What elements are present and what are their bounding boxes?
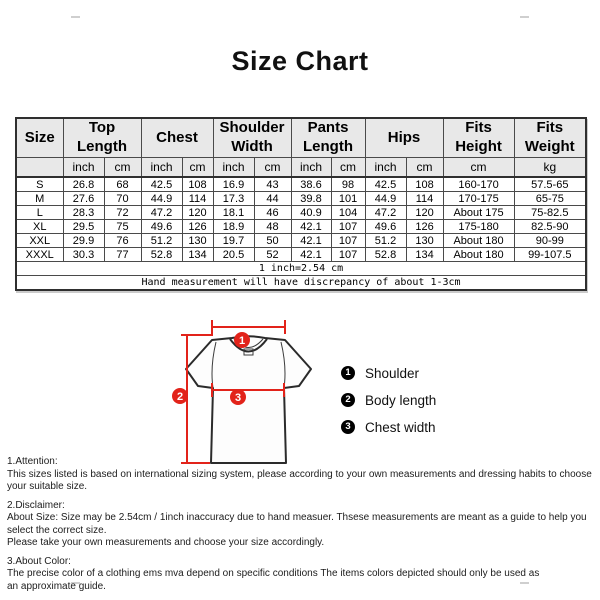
inch-conversion-note: 1 inch=2.54 cm (16, 262, 586, 276)
table-head (16, 118, 586, 177)
value-cell: 175-180 (443, 220, 514, 234)
size-chart-table (15, 117, 587, 291)
unit-header: kg (514, 158, 586, 178)
unit-header: cm (182, 158, 213, 178)
marker-2-number: 2 (176, 391, 184, 403)
value-cell: 19.7 (213, 234, 254, 248)
column-header: Fits Weight (514, 118, 586, 158)
value-cell: 52 (254, 248, 291, 262)
value-cell: 42.5 (365, 177, 406, 192)
table-foot (16, 262, 586, 291)
value-cell: 42.1 (291, 220, 331, 234)
size-table-body (16, 177, 586, 262)
value-cell: 48 (254, 220, 291, 234)
marker-1-number: 1 (238, 335, 246, 347)
attention-heading: 1.Attention: (7, 456, 58, 467)
value-cell: 44.9 (141, 192, 182, 206)
unit-header: inch (291, 158, 331, 178)
unit-header: inch (63, 158, 104, 178)
value-cell: 26.8 (63, 177, 104, 192)
value-cell: 98 (331, 177, 365, 192)
value-cell: 40.9 (291, 206, 331, 220)
value-cell: 52.8 (365, 248, 406, 262)
value-cell: 49.6 (141, 220, 182, 234)
value-cell: 39.8 (291, 192, 331, 206)
size-cell: XL (16, 220, 63, 234)
value-cell: 90-99 (514, 234, 586, 248)
value-cell: 114 (406, 192, 443, 206)
disclaimer-heading: 2.Disclaimer: (7, 499, 65, 511)
value-cell: 18.1 (213, 206, 254, 220)
header-group-row (16, 118, 586, 158)
about-color-text-line2: an approximate guide. (7, 580, 106, 592)
unit-header: cm (104, 158, 141, 178)
value-cell: 120 (182, 206, 213, 220)
value-cell: 29.5 (63, 220, 104, 234)
measurement-discrepancy-note: Hand measurement will have discrepancy of about 1-3cm (16, 276, 586, 291)
value-cell: 114 (182, 192, 213, 206)
page-title: Size Chart (231, 46, 369, 76)
unit-header: inch (365, 158, 406, 178)
value-cell: 44.9 (365, 192, 406, 206)
column-header: Top Length (63, 118, 141, 158)
column-header: Size (16, 118, 63, 158)
value-cell: 47.2 (141, 206, 182, 220)
marker-1 (234, 332, 250, 348)
column-header: Fits Height (443, 118, 514, 158)
value-cell: 27.6 (63, 192, 104, 206)
marker-3-number: 3 (234, 392, 242, 404)
legend-bullet-1: 1 (341, 366, 355, 380)
value-cell: About 180 (443, 248, 514, 262)
value-cell: 104 (331, 206, 365, 220)
value-cell: 42.5 (141, 177, 182, 192)
value-cell: 47.2 (365, 206, 406, 220)
value-cell: 99-107.5 (514, 248, 586, 262)
value-cell: 57.5-65 (514, 177, 586, 192)
discrepancy-note-row (16, 276, 586, 291)
header-unit-row (16, 158, 586, 178)
value-cell: 82.5-90 (514, 220, 586, 234)
value-cell: 29.9 (63, 234, 104, 248)
legend-item-body-length (341, 393, 436, 407)
value-cell: 18.9 (213, 220, 254, 234)
value-cell: 130 (406, 234, 443, 248)
value-cell: 126 (406, 220, 443, 234)
value-cell: 38.6 (291, 177, 331, 192)
size-cell: S (16, 177, 63, 192)
size-cell: XXL (16, 234, 63, 248)
attention-text: This sizes listed is based on international sizing system, please according to your own measurements and dressing habits to choose your suitable size. (7, 468, 592, 492)
value-cell: 108 (182, 177, 213, 192)
marker-3 (230, 389, 246, 405)
value-cell: 42.1 (291, 234, 331, 248)
table-row (16, 206, 586, 220)
size-cell: M (16, 192, 63, 206)
value-cell: 16.9 (213, 177, 254, 192)
value-cell: 51.2 (365, 234, 406, 248)
value-cell: 46 (254, 206, 291, 220)
value-cell: 107 (331, 220, 365, 234)
column-header: Pants Length (291, 118, 365, 158)
unit-header: cm (443, 158, 514, 178)
value-cell: 42.1 (291, 248, 331, 262)
value-cell: 108 (406, 177, 443, 192)
disclaimer-text-line1: About Size: Size may be 2.54cm / 1inch inaccuracy due to hand measuer. Thsese measurements are meant as a guide to help you select the correct size. (7, 512, 587, 536)
inch-note-row (16, 262, 586, 276)
marker-2 (172, 388, 188, 404)
column-header: Hips (365, 118, 443, 158)
attention-section (7, 456, 593, 494)
unit-header: cm (254, 158, 291, 178)
value-cell: 52.8 (141, 248, 182, 262)
legend-item-shoulder (341, 366, 436, 380)
size-cell: XXXL (16, 248, 63, 262)
value-cell: 68 (104, 177, 141, 192)
about-color-heading: 3.About Color: (7, 555, 71, 567)
unit-header: inch (141, 158, 182, 178)
legend-label-body-length: Body length (365, 392, 437, 408)
value-cell: 120 (406, 206, 443, 220)
value-cell: 126 (182, 220, 213, 234)
value-cell: 51.2 (141, 234, 182, 248)
legend-label-chest-width: Chest width (365, 419, 436, 435)
crop-mark (71, 16, 80, 18)
unit-header: cm (331, 158, 365, 178)
value-cell: 28.3 (63, 206, 104, 220)
value-cell: 49.6 (365, 220, 406, 234)
value-cell: About 175 (443, 206, 514, 220)
unit-header: inch (213, 158, 254, 178)
legend-item-chest-width (341, 420, 436, 434)
value-cell: 76 (104, 234, 141, 248)
value-cell: About 180 (443, 234, 514, 248)
value-cell: 20.5 (213, 248, 254, 262)
unit-header (16, 158, 63, 178)
value-cell: 160-170 (443, 177, 514, 192)
value-cell: 65-75 (514, 192, 586, 206)
value-cell: 170-175 (443, 192, 514, 206)
table-row (16, 220, 586, 234)
value-cell: 70 (104, 192, 141, 206)
value-cell: 107 (331, 248, 365, 262)
column-header: Chest (141, 118, 213, 158)
legend-bullet-3: 3 (341, 420, 355, 434)
value-cell: 134 (182, 248, 213, 262)
value-cell: 134 (406, 248, 443, 262)
value-cell: 75-82.5 (514, 206, 586, 220)
value-cell: 44 (254, 192, 291, 206)
value-cell: 107 (331, 234, 365, 248)
value-cell: 101 (331, 192, 365, 206)
notes-area (7, 456, 593, 599)
value-cell: 43 (254, 177, 291, 192)
value-cell: 75 (104, 220, 141, 234)
size-cell: L (16, 206, 63, 220)
value-cell: 130 (182, 234, 213, 248)
about-color-section (7, 556, 593, 594)
value-cell: 30.3 (63, 248, 104, 262)
about-color-text-line1: The precise color of a clothing ems mva depend on specific conditions The items colors depicted should only be used as (7, 568, 540, 579)
table-row (16, 234, 586, 248)
disclaimer-section (7, 500, 593, 550)
legend-bullet-2: 2 (341, 393, 355, 407)
unit-header: cm (406, 158, 443, 178)
disclaimer-text-line2: Please take your own measurements and choose your size accordingly. (7, 537, 325, 548)
table-row (16, 192, 586, 206)
legend-label-shoulder: Shoulder (365, 365, 420, 381)
value-cell: 72 (104, 206, 141, 220)
value-cell: 77 (104, 248, 141, 262)
table-row (16, 248, 586, 262)
crop-mark (520, 16, 529, 18)
value-cell: 17.3 (213, 192, 254, 206)
value-cell: 50 (254, 234, 291, 248)
table-row (16, 177, 586, 192)
column-header: Shoulder Width (213, 118, 291, 158)
diagram-legend (341, 366, 436, 447)
